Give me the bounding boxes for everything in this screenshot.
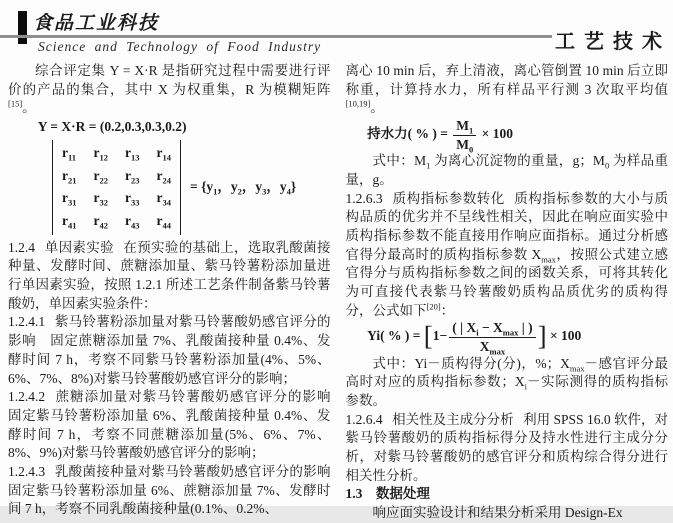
matrix-cell: $r_{33}$ bbox=[125, 190, 140, 208]
matrix-cell: $r_{32}$ bbox=[93, 190, 108, 208]
paragraph-fuzzy-evaluation bbox=[8, 62, 331, 118]
matrix-cell: $r_{42}$ bbox=[93, 212, 108, 231]
matrix-cell: $r_{44}$ bbox=[156, 212, 171, 231]
header-divider-rule bbox=[0, 35, 552, 38]
section-number: 1.2.4.1 bbox=[8, 314, 46, 330]
fraction: $\frac{( | X_i - X_{max} | )}{X_{max}}$ bbox=[449, 320, 535, 354]
matrix-cell: $r_{12}$ bbox=[93, 144, 108, 163]
matrix-cell: $r_{21}$ bbox=[62, 167, 77, 186]
clipped-bottom-line: 响应面实验设计和结果分析采用 Design-Ex bbox=[372, 505, 623, 521]
matrix-cell: $r_{41}$ bbox=[62, 212, 77, 231]
section-number: 1.3 bbox=[345, 486, 363, 502]
section-title: 质构指标参数转化 bbox=[392, 190, 505, 206]
fuzzy-matrix-equation bbox=[52, 140, 331, 235]
section-1-2-4-2 bbox=[8, 388, 344, 463]
formula-weight-set: Y = X·R = (0.2,0.3,0.3,0.2) bbox=[37, 119, 187, 135]
section-title: 单因素实验 bbox=[44, 239, 114, 255]
page-header bbox=[0, 0, 673, 62]
section-1-2-6-4: 1.2.6.4 相关性及主成分分析 利用 SPSS 16.0 软件，对紫马铃薯酸奶的质构指标得分及持水性进行主成分分析，对紫马铃薯酸奶的感官评分和质构综合得分进行相关性分析。 bbox=[345, 411, 668, 483]
paragraph-formula-legend-1: 式中：$M_1$ 为离心沉淀物的重量，g；$M_0$ 为样品重量，g。 bbox=[345, 153, 668, 187]
section-title: 数据处理 bbox=[375, 486, 430, 502]
section-number: 1.2.4.3 bbox=[8, 464, 46, 480]
right-column bbox=[346, 62, 669, 523]
section-number: 1.2.6.4 bbox=[345, 411, 383, 427]
journal-logo: 食品工业科技 bbox=[31, 8, 163, 38]
section-text: 紫马铃薯粉添加量对紫马铃薯酸奶感官评分的影响 固定蔗糖添加量 7%、乳酸菌接种量 0.4%、发酵时间 7 h，考察不同紫马铃薯粉添加量(4%、5%、6%、7%、8%)对紫马铃薯酸奶感官评分的影响； bbox=[8, 314, 331, 386]
section-1-2-4-3 bbox=[8, 463, 344, 519]
formula-texture-score: Yi( % ) = [1− $\frac{( | X_i - X_{max} | )}{X_{max}}$ ] × 100 bbox=[367, 320, 582, 357]
paragraph-formula-legend-2: 式中：Yi－质构得分(分)，%；$X_{max}-$感官评分最高时对应的质构指标参数；$X_i-$实际测得的质构指标参数。 bbox=[345, 355, 669, 408]
matrix-result-set: = {$y_1$，$y_2$，$y_3$，$y_4$} bbox=[190, 178, 297, 197]
section-number: 1.2.4 bbox=[8, 239, 35, 255]
section-label: 工艺技术 bbox=[555, 31, 671, 53]
matrix-cell: $r_{23}$ bbox=[125, 167, 140, 186]
matrix-cell: $r_{14}$ bbox=[156, 144, 171, 163]
section-text: 在预实验的基础上，选取乳酸菌接种量、发酵时间、蔗糖添加量、紫马铃薯粉添加量进行单因素实验，按照 1.2.1 所述工艺条件制备紫马铃薯酸奶，单因素实验条件： bbox=[8, 239, 331, 311]
matrix-cell: $r_{13}$ bbox=[125, 144, 140, 163]
fuzzy-matrix bbox=[52, 140, 181, 235]
paragraph-text: 离心 10 min 后，弃上清液，离心管倒置 10 min 后立即称重，计算持水力，所有样品平行测 3 次取平均值 bbox=[345, 63, 668, 97]
matrix-cell: $r_{43}$ bbox=[125, 212, 140, 231]
section-number: 1.2.6.3 bbox=[345, 190, 383, 206]
right-bracket: ] bbox=[537, 321, 547, 352]
section-text: 乳酸菌接种量对紫马铃薯酸奶感官评分的影响 固定紫马铃薯粉添加量 6%、蔗糖添加量 7%、发酵时间 7 h，考察不同乳酸菌接种量(0.1%、0.2%、 bbox=[8, 464, 344, 517]
fraction: $\frac{M_1}{M_0}$ bbox=[453, 118, 476, 152]
matrix-cell: $r_{34}$ bbox=[156, 190, 171, 208]
formula-water-holding: 持水力( % ) = $\frac{M_1}{M_0}$ × 100 bbox=[367, 118, 513, 155]
article-body bbox=[8, 62, 668, 523]
citation-10-19: [10,19] bbox=[345, 98, 371, 109]
journal-subtitle-en: Science and Technology of Food Industry bbox=[38, 39, 322, 54]
paragraph-text: 。 bbox=[22, 100, 36, 116]
section-1-2-4 bbox=[8, 239, 331, 314]
left-bracket: [ bbox=[423, 321, 433, 352]
paragraph-text: 综合评定集 Y = X·R 是指研究过程中需要进行评价的产品的集合，其中 X 为权重集，R 为模糊矩阵 bbox=[8, 63, 331, 97]
heading-1-3-data-processing bbox=[346, 485, 669, 504]
citation-15: [15] bbox=[8, 98, 23, 109]
logo-accent-bar bbox=[18, 11, 27, 44]
left-column bbox=[8, 62, 344, 523]
matrix-cell: $r_{31}$ bbox=[62, 190, 77, 208]
section-1-2-4-1 bbox=[8, 313, 331, 388]
matrix-cell: $r_{24}$ bbox=[156, 167, 171, 186]
section-title: 相关性及主成分分析 bbox=[392, 411, 514, 427]
citation-20: [20] bbox=[426, 301, 441, 312]
matrix-cell: $r_{22}$ bbox=[93, 167, 108, 186]
matrix-cell: $r_{11}$ bbox=[62, 144, 77, 163]
section-text: 蔗糖添加量对紫马铃薯酸奶感官评分的影响 固定紫马铃薯粉添加量 6%、乳酸菌接种量 0.4%、发酵时间 7 h，考察不同蔗糖添加量(5%、6%、7%、8%、9%)对紫马铃薯酸奶感官评分的影响； bbox=[8, 389, 344, 461]
paragraph-centrifuge bbox=[346, 62, 669, 118]
section-number: 1.2.4.2 bbox=[8, 389, 46, 405]
section-1-2-6-3: 1.2.6.3 质构指标参数转化 质构指标参数的大小与质构品质的优劣并不呈线性相关，因此在响应面实验中质构指标参数不能直接用作响应面指标。通过分析感官得分最高时的质构指标参数 $X_{max}$，按照公式建立感官得分与质构指标参数之间的函数关系，可将其转化为可直接代表紫马铃薯酸奶质构品质优劣的质构得分，公式如下[20]： bbox=[345, 190, 669, 318]
paragraph-text: 。 bbox=[370, 100, 384, 116]
